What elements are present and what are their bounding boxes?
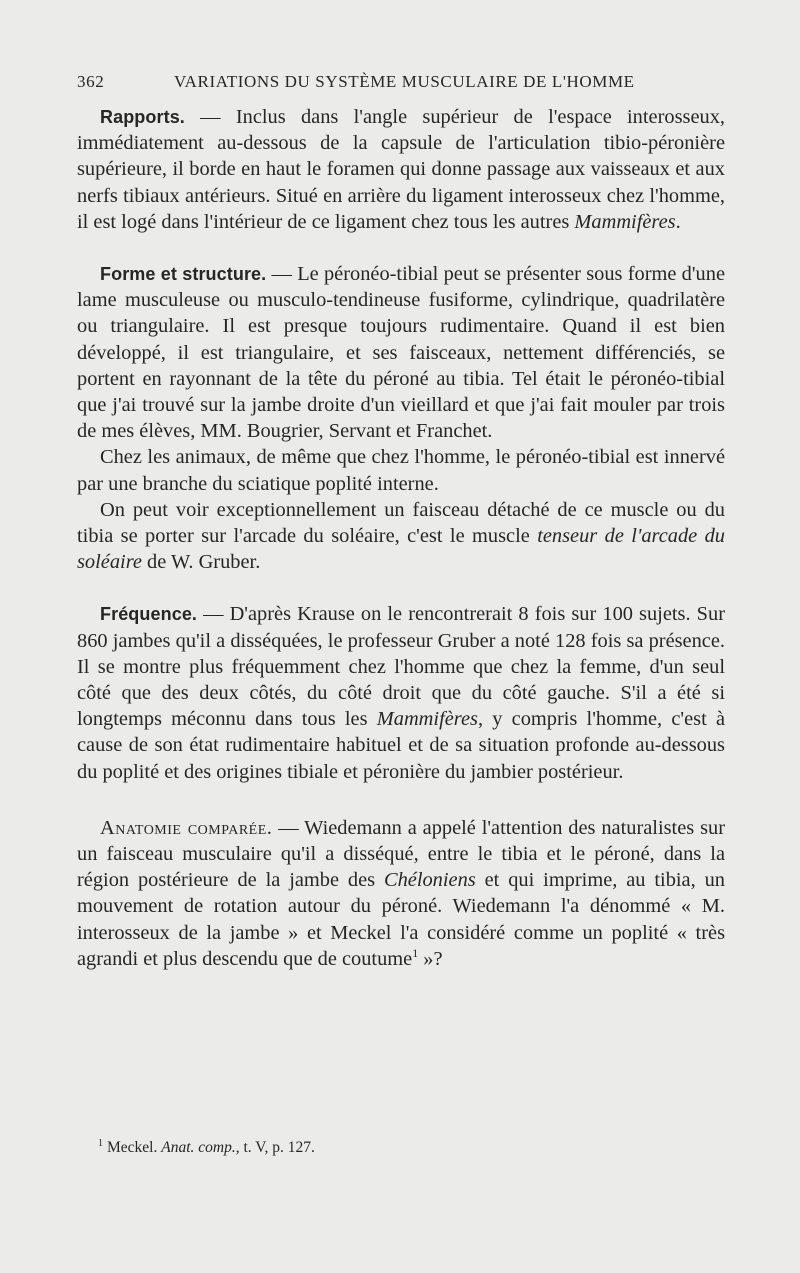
section-heading-forme: Forme et structure. bbox=[100, 264, 267, 285]
emphasis-text: tenseur de l'arcade du soléaire bbox=[77, 525, 725, 574]
paragraph-forme bbox=[77, 261, 725, 444]
paragraph-tenseur bbox=[77, 497, 725, 576]
paragraph-anatomie bbox=[77, 815, 725, 972]
paragraph-text: et qui imprime, au tibia, un mouvement de rotation autour du péroné. Wiedemann l'a dénommé « M. interosseux de la jambe » et Meckel l'a considéré comme un poplité « très agrandi et plus descendu que de coutume bbox=[77, 869, 725, 970]
emphasis-text: Mammifères bbox=[574, 210, 676, 233]
section-heading-rapports: Rapports. bbox=[100, 107, 185, 127]
footnote bbox=[98, 1138, 698, 1158]
emphasis-text: Mammifères bbox=[376, 708, 478, 731]
paragraph-end: »? bbox=[418, 947, 443, 970]
paragraph-end: de W. Gruber. bbox=[141, 551, 261, 574]
page-number: 362 bbox=[77, 72, 105, 91]
paragraph-text: On peut voir exceptionnellement un faisceau détaché de ce muscle ou du tibia se porter sur l'arcade du soléaire, c'est le muscle bbox=[77, 498, 725, 548]
paragraph-innervation: Chez les animaux, de même que chez l'homme, le péronéo-tibial est innervé par une branche du sciatique poplité interne. bbox=[77, 446, 725, 495]
running-title: VARIATIONS DU SYSTÈME MUSCULAIRE DE L'HOMME bbox=[174, 72, 635, 91]
page-body bbox=[77, 104, 725, 972]
paragraph-text: — D'après Krause on le rencontrerait 8 fois sur 100 sujets. Sur 860 jambes qu'il a disséquées, le professeur Gruber a noté 128 fois sa présence. Il se montre plus fréquemment chez l'homme que chez la femme, d'un seul côté que des deux côtés, du côté droit que du côté gauche. S'il a été si longtemps méconnu dans tous les bbox=[77, 603, 725, 731]
footnote-citation: , t. V, p. 127. bbox=[235, 1139, 315, 1156]
paragraph-text: — Inclus dans l'angle supérieur de l'espace interosseux, immédiatement au-dessous de la capsule de l'articulation tibio-péronière supérieure, il borde en haut le foramen qui donne passage aux vaisseaux et aux nerfs tibiaux antérieurs. Situé en arrière du ligament interosseux chez l'homme, il est logé dans l'intérieur de ce ligament chez tous les autres bbox=[77, 106, 725, 233]
footnote-reference[interactable]: 1 bbox=[412, 946, 419, 961]
footnote-marker: 1 bbox=[98, 1137, 103, 1149]
footnote-author: Meckel. bbox=[107, 1139, 158, 1156]
running-head bbox=[77, 72, 720, 94]
section-heading-anatomie: Anatomie comparée. bbox=[100, 816, 273, 839]
paragraph-rapports bbox=[77, 104, 725, 235]
emphasis-text: Chéloniens bbox=[383, 869, 476, 892]
paragraph-end: , y compris l'homme, c'est à cause de son état rudimentaire habituel et de sa situation profonde au-dessous du poplité et des origines tibiale et péronière du jambier postérieur. bbox=[77, 708, 725, 783]
footnote-work: Anat. comp. bbox=[161, 1139, 236, 1156]
section-heading-frequence: Fréquence. bbox=[100, 604, 198, 625]
paragraph-end: . bbox=[675, 210, 681, 233]
paragraph-frequence bbox=[77, 601, 725, 784]
paragraph-text: — Wiedemann a appelé l'attention des naturalistes sur un faisceau musculaire qu'il a disséqué, entre le tibia et le péroné, dans la région postérieure de la jambe des bbox=[77, 816, 725, 892]
paragraph-text: — Le péronéo-tibial peut se présenter sous forme d'une lame musculeuse ou musculo-tendineuse fusiforme, cylindrique, quadrilatère ou triangulaire. Il est presque toujours rudimentaire. Quand il est bien développé, il est triangulaire, et ses faisceaux, nettement différenciés, se portent en rayonnant de la tête du péroné au tibia. Tel était le péronéo-tibial que j'ai trouvé sur la jambe droite d'un vieillard et que j'ai fait mouler par trois de mes élèves, MM. Bougrier, Servant et Franchet. bbox=[77, 263, 725, 443]
